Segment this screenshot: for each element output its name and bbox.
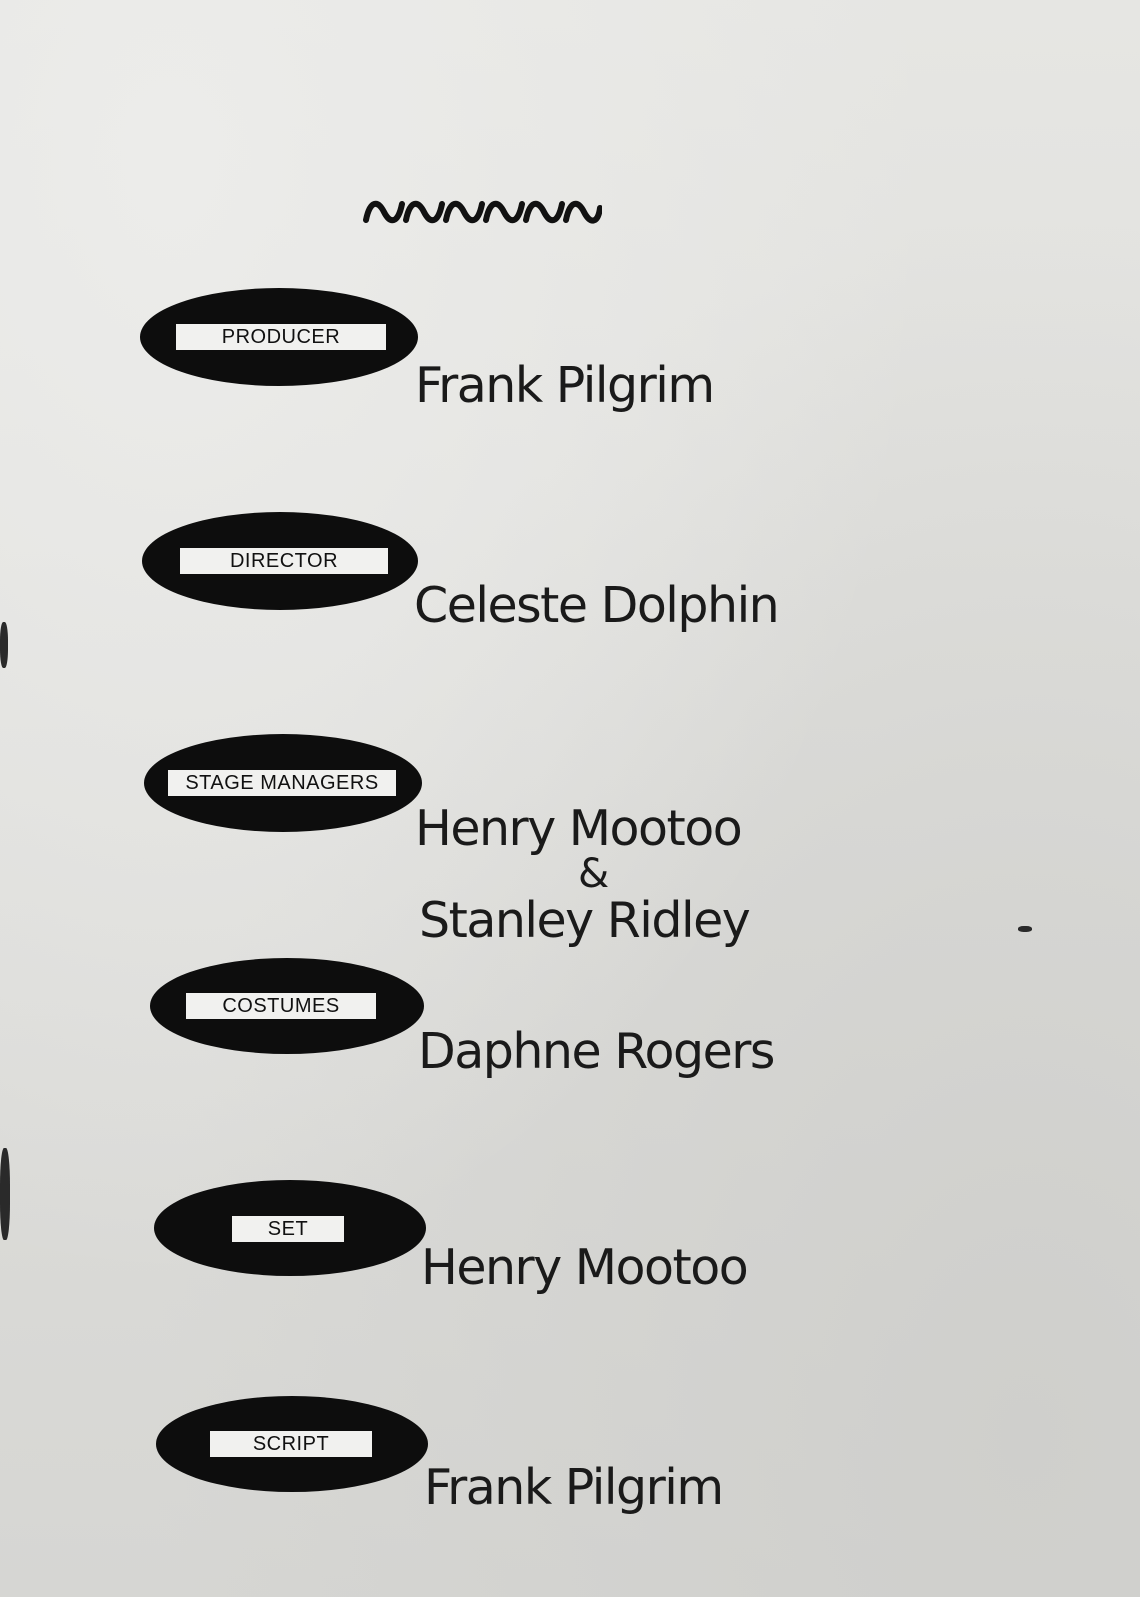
credit-name: Henry Mootoo — [415, 800, 742, 857]
role-label: PRODUCER — [176, 324, 386, 350]
binding-mark — [0, 622, 8, 668]
credit-name: Frank Pilgrim — [424, 1459, 723, 1516]
role-label: STAGE MANAGERS — [168, 770, 396, 796]
credit-name: Daphne Rogers — [418, 1023, 774, 1080]
credit-name: Frank Pilgrim — [415, 357, 714, 414]
role-label: SCRIPT — [210, 1431, 372, 1457]
credit-name: Henry Mootoo — [421, 1239, 748, 1296]
paper-speck — [1018, 926, 1032, 932]
role-label: DIRECTOR — [180, 548, 388, 574]
credit-name: Stanley Ridley — [419, 892, 750, 949]
binding-mark — [0, 1148, 10, 1240]
ampersand: & — [578, 851, 610, 897]
credit-name: Celeste Dolphin — [414, 577, 779, 634]
wave-ornament-icon — [362, 194, 602, 230]
role-label: COSTUMES — [186, 993, 376, 1019]
role-label: SET — [232, 1216, 344, 1242]
